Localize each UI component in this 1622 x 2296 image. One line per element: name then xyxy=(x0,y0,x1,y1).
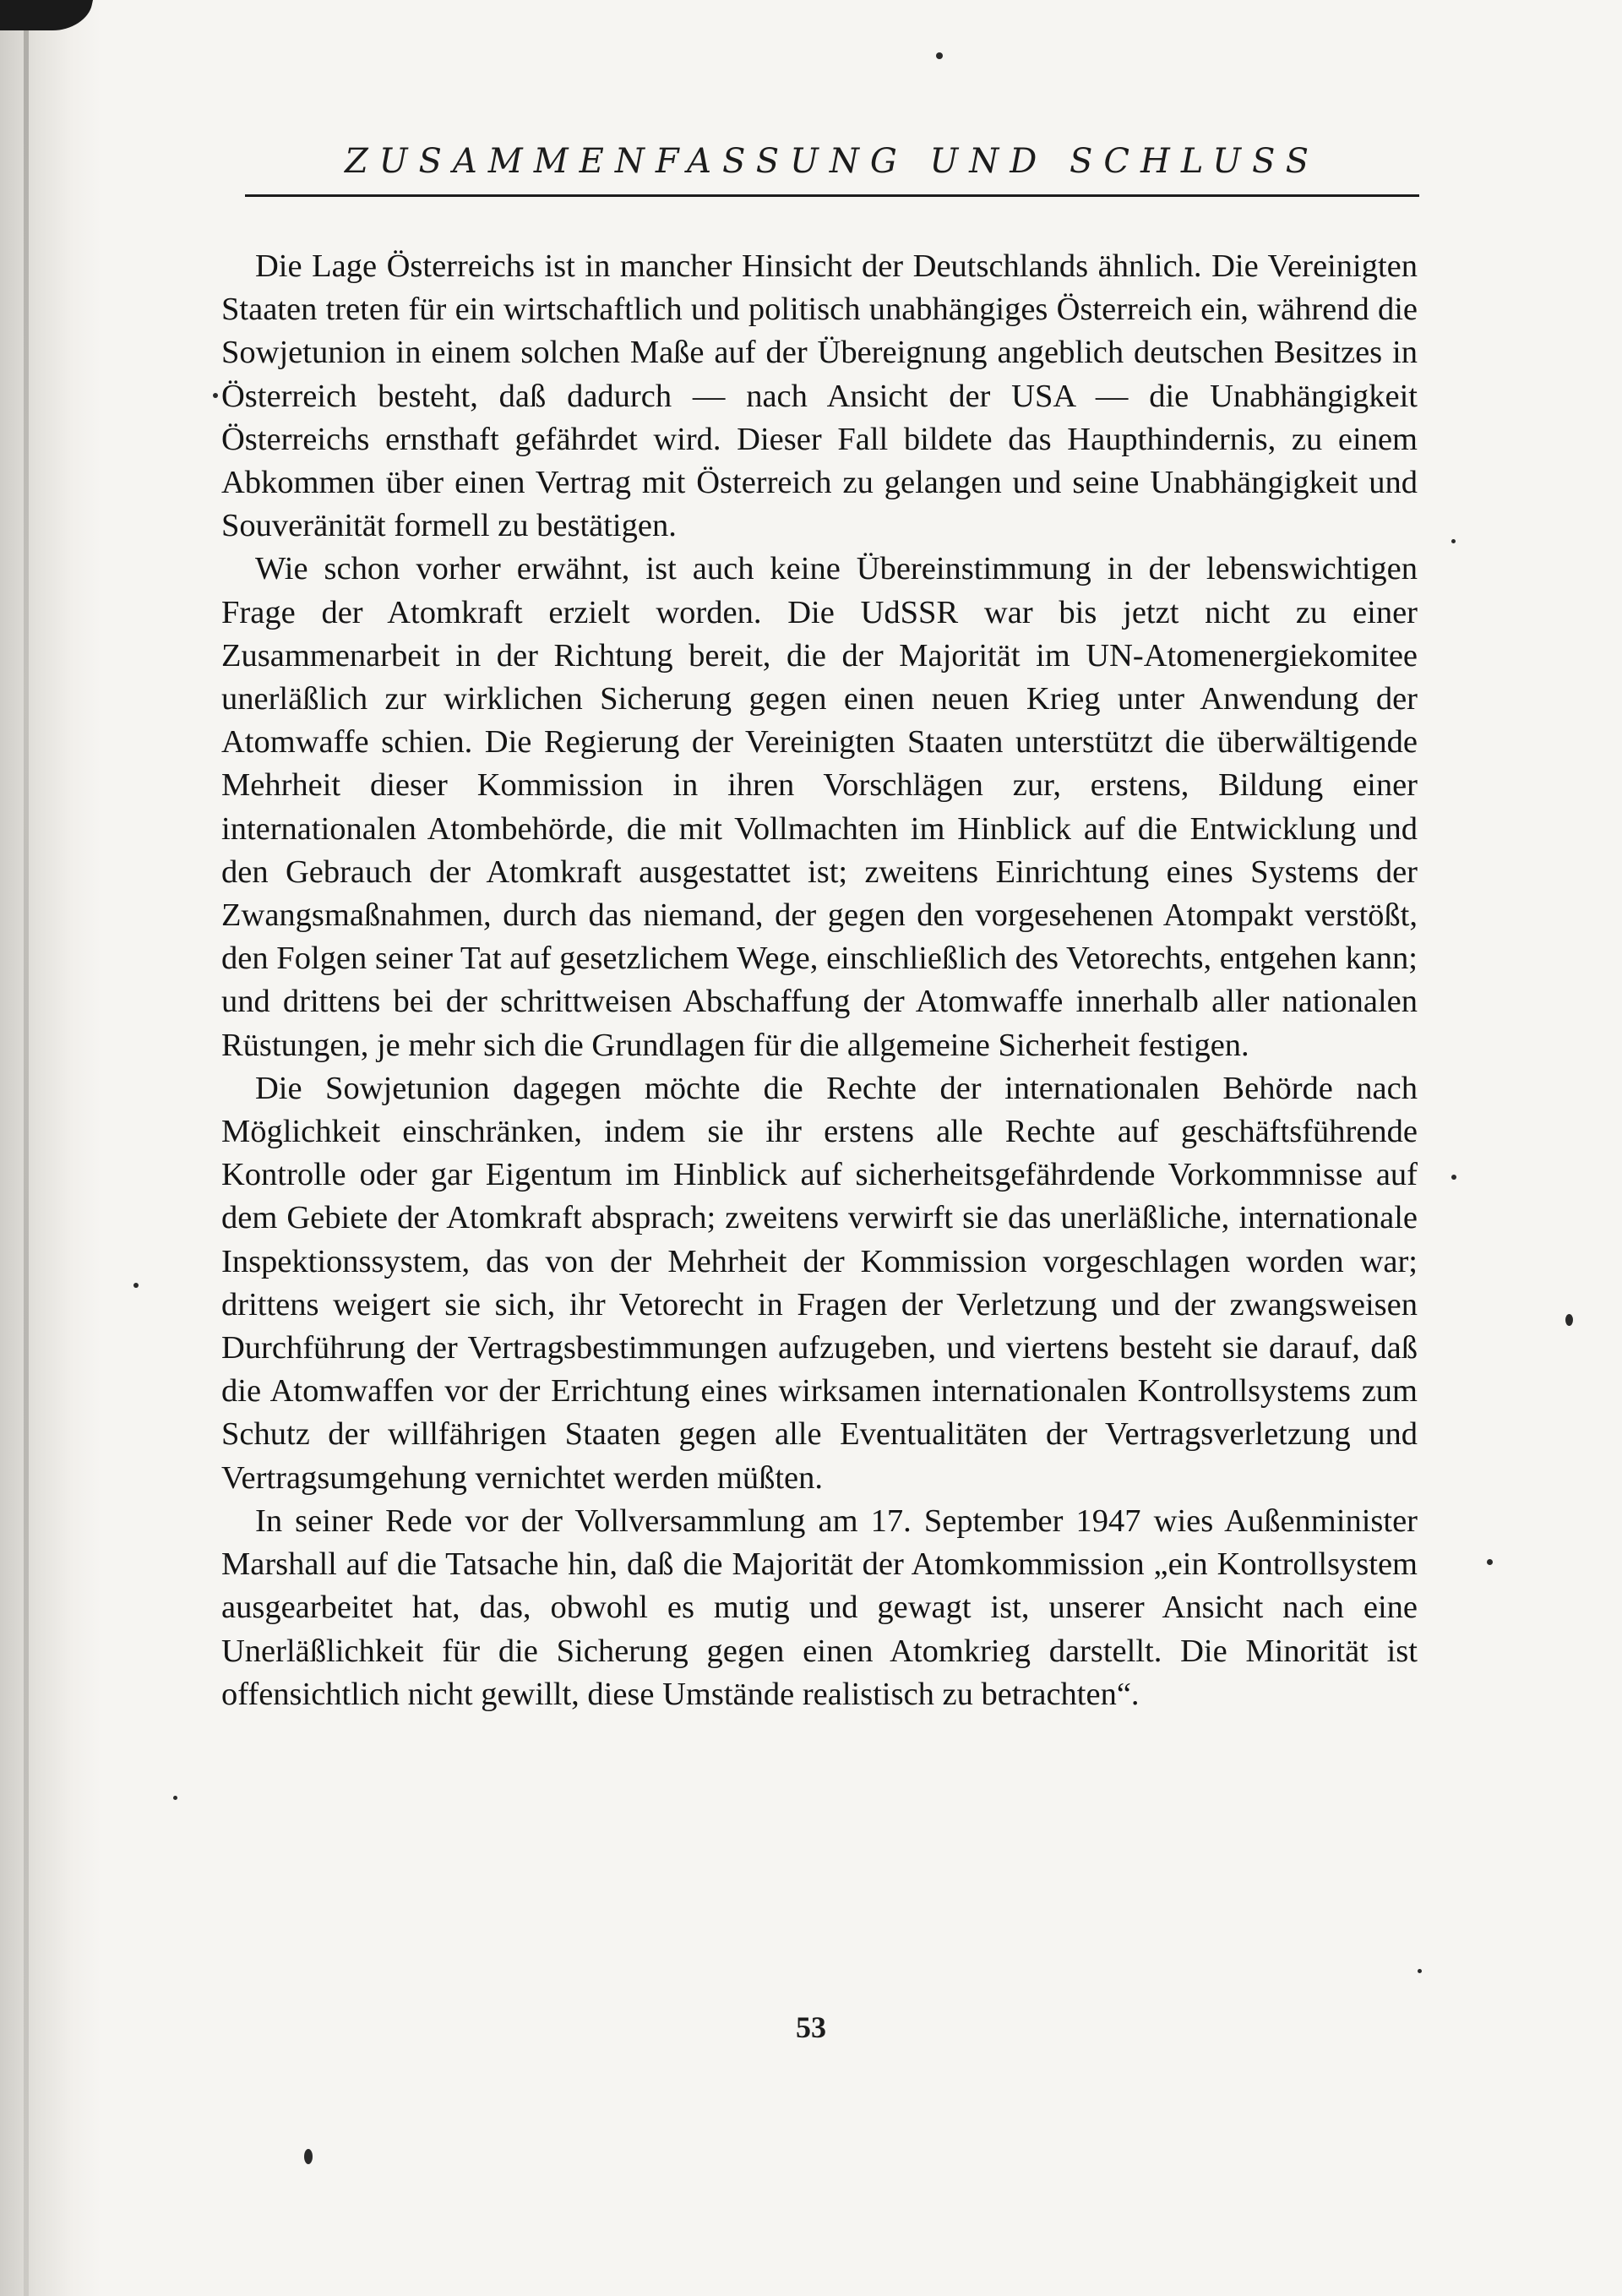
paragraph: In seiner Rede vor der Vollversammlung am 17. September 1947 wies Außenminister Marshall auf die Tatsache hin, daß die Majorität der Atomkommission „ein Kontrollsystem ausgearbeitet hat, das, obwohl es mutig und gewagt ist, unserer Ansicht nach eine Unerläßlichkeit für die Sicherung gegen einen Atomkrieg darstellt. Die Minorität ist offensichtlich nicht gewillt, diese Umstände realistisch zu betrachten“. xyxy=(221,1502,1418,1712)
scan-speck xyxy=(1451,1175,1456,1180)
page-number: 53 xyxy=(796,2010,826,2044)
scan-speck xyxy=(1565,1314,1573,1326)
scan-speck xyxy=(1451,539,1456,543)
running-head: ZUSAMMENFASSUNG UND SCHLUSS xyxy=(344,142,1320,181)
scan-speck xyxy=(304,2149,313,2164)
body-text xyxy=(221,245,1418,1716)
scan-speck xyxy=(213,393,218,398)
binding-shadow xyxy=(0,0,101,2296)
scan-speck xyxy=(1418,1969,1422,1973)
binding-edge-line xyxy=(24,0,29,2296)
scan-speck xyxy=(173,1796,177,1800)
page-header xyxy=(245,142,1419,201)
paragraph: Die Sowjetunion dagegen möchte die Rechte der internationalen Behörde nach Möglichkeit einschränken, indem sie ihr erstens alle Rechte auf geschäftsführende Kontrolle oder gar Eigentum im Hinblick auf sicherheitsgefährdende Vorkommnisse auf dem Gebiete der Atomkraft absprach; zweitens verwirft sie das unerläßliche, internationale Inspektionssystem, das von der Mehrheit der Kommission vorgeschlagen worden war; drittens weigert sie sich, ihr Vetorecht in Fragen der Verletzung und der zwangsweisen Durchführung der Vertragsbestimmungen aufzugeben, und viertens besteht sie darauf, daß die Atomwaffen vor der Errichtung eines wirksamen internationalen Kontrollsystems zum Schutz der willfährigen Staaten gegen alle Eventualitäten der Vertragsverletzung und Vertragsumgehung vernichtet werden müßten. xyxy=(221,1070,1418,1496)
paragraph: Wie schon vorher erwähnt, ist auch keine Übereinstimmung in der lebenswichtigen Frage der Atomkraft erzielt worden. Die UdSSR war bis jetzt nicht zu einer Zusammenarbeit in der Richtung bereit, die der Majorität im UN-Atomenergiekomitee unerläßlich zur wirklichen Sicherung gegen einen neuen Krieg unter Anwendung der Atomwaffe schien. Die Regierung der Vereinigten Staaten unterstützt die überwältigende Mehrheit dieser Kommission in ihren Vorschlägen zur, erstens, Bildung einer internationalen Atombehörde, die mit Vollmachten im Hinblick auf die Entwicklung und den Gebrauch der Atomkraft ausgestattet ist; zweitens Einrichtung eines Systems der Zwangsmaßnahmen, durch das niemand, der gegen den vorgesehenen Atompakt verstößt, den Folgen seiner Tat auf gesetzlichem Wege, einschließlich des Vetorechts, entgehen kann; und drittens bei der schrittweisen Abschaffung der Atomwaffe innerhalb aller nationalen Rüstungen, je mehr sich die Grundlagen für die allgemeine Sicherheit festigen. xyxy=(221,551,1418,1063)
scan-speck xyxy=(1487,1559,1493,1565)
header-rule xyxy=(245,194,1419,197)
scan-speck xyxy=(936,52,943,59)
scan-speck xyxy=(133,1283,139,1288)
paragraph: Die Lage Österreichs ist in mancher Hinsicht der Deutschlands ähnlich. Die Vereinigten Staaten treten für ein wirtschaftlich und politisch unabhängiges Österreich ein, während die Sowjetunion in einem solchen Maße auf der Übereignung angeblich deutschen Besitzes in Österreich besteht, daß dadurch — nach Ansicht der USA — die Unabhängigkeit Österreichs ernsthaft gefährdet wird. Dieser Fall bildete das Haupthindernis, zu einem Abkommen über einen Vertrag mit Österreich zu gelangen und seine Unabhängigkeit und Souveränität formell zu bestätigen. xyxy=(221,248,1418,544)
